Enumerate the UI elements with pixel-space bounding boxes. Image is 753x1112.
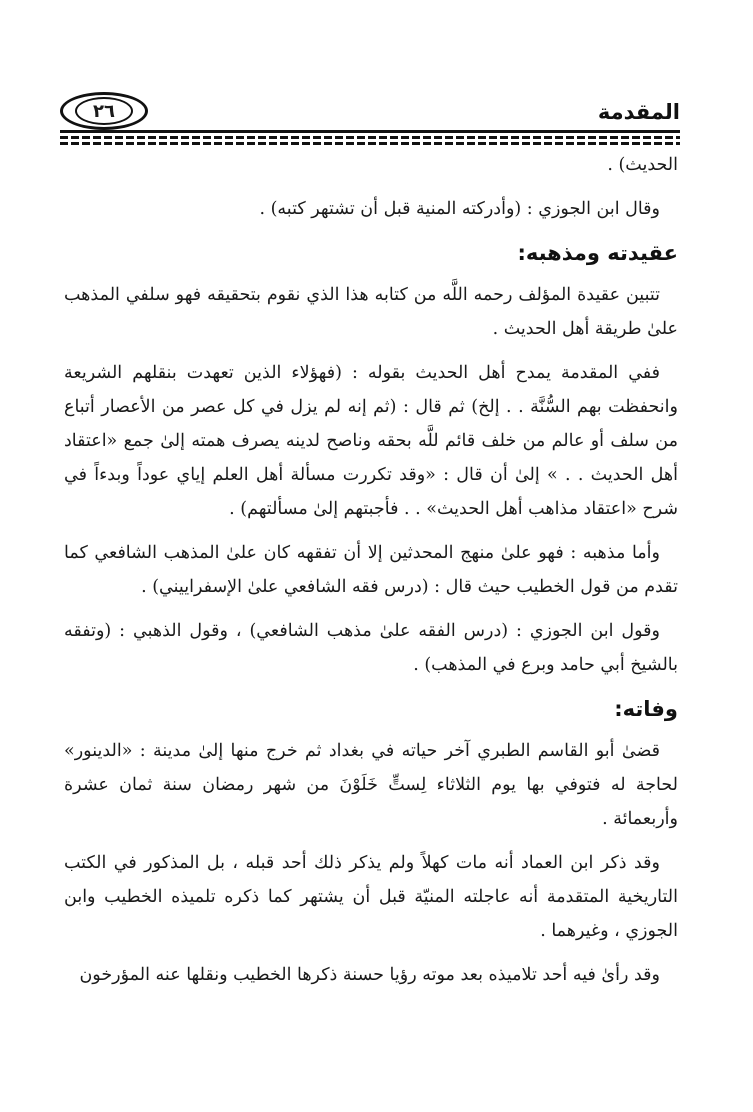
paragraph: وقال ابن الجوزي : (وأدركته المنية قبل أن تشتهر كتبه) . (259, 199, 660, 219)
paragraph: وقد رأىٰ فيه أحد تلاميذه بعد موته رؤيا حسنة ذكرها الخطيب ونقلها عنه المؤرخون (79, 965, 660, 985)
paragraph: وأما مذهبه : فهو علىٰ منهج المحدثين إلا أن تفقهه كان علىٰ المذهب الشافعي كما تقدم من قول الخطيب حيث قال : (درس فقه الشافعي علىٰ الإسفراييني) . (64, 543, 678, 597)
section-heading-aqida: عقيدته ومذهبه: (517, 241, 678, 265)
page-body (64, 148, 678, 1002)
paragraph: تتبين عقيدة المؤلف رحمه اللَّه من كتابه هذا الذي نقوم بتحقيقه فهو سلفي المذهب علىٰ طريقة أهل الحديث . (64, 285, 678, 339)
running-title: المقدمة (597, 100, 680, 124)
header-dashed-rule (60, 142, 680, 145)
paragraph: قضىٰ أبو القاسم الطبري آخر حياته في بغداد ثم خرج منها إلىٰ مدينة : «الدينور» لحاجة له فتوفي بها يوم الثلاثاء لِستٍّ خَلَوْنَ من شهر رمضان سنة ثمان عشرة وأربعمائة . (64, 741, 678, 829)
paragraph: وقول ابن الجوزي : (درس الفقه علىٰ مذهب الشافعي) ، وقول الذهبي : (وتفقه بالشيخ أبي حامد وبرع في المذهب) . (64, 621, 678, 675)
paragraph: ففي المقدمة يمدح أهل الحديث بقوله : (فهؤلاء الذين تعهدت بنقلهم الشريعة وانحفظت بهم السُّنَّة . . إلخ) ثم قال : (ثم إنه لم يزل في كل عصر من الأعصار أتباع من سلف أو عالم من خلف قائم للَّه بحقه وناصح لدينه يصرف همته إلىٰ جمع «اعتقاد أهل الحديث . . » إلىٰ أن قال : «وقد تكررت مسألة أهل العلم إياي عوداً وبدءاً في شرح «اعتقاد مذاهب أهل الحديث» . . فأجبتهم إلىٰ مسألتهم) . (64, 363, 678, 519)
header-rule (60, 130, 680, 133)
page-number: ٢٦ (75, 97, 133, 125)
header-dashed-rule (60, 136, 680, 139)
page-number-badge (60, 92, 148, 130)
section-heading-wafat: وفاته: (614, 697, 678, 721)
paragraph: الحديث) . (607, 155, 678, 175)
paragraph: وقد ذكر ابن العماد أنه مات كهلاً ولم يذكر ذلك أحد قبله ، بل المذكور في الكتب التاريخية المتقدمة أنه عاجلته المنيّة قبل أن يشتهر كما ذكره تلميذه الخطيب وابن الجوزي ، وغيرهما . (64, 853, 678, 941)
